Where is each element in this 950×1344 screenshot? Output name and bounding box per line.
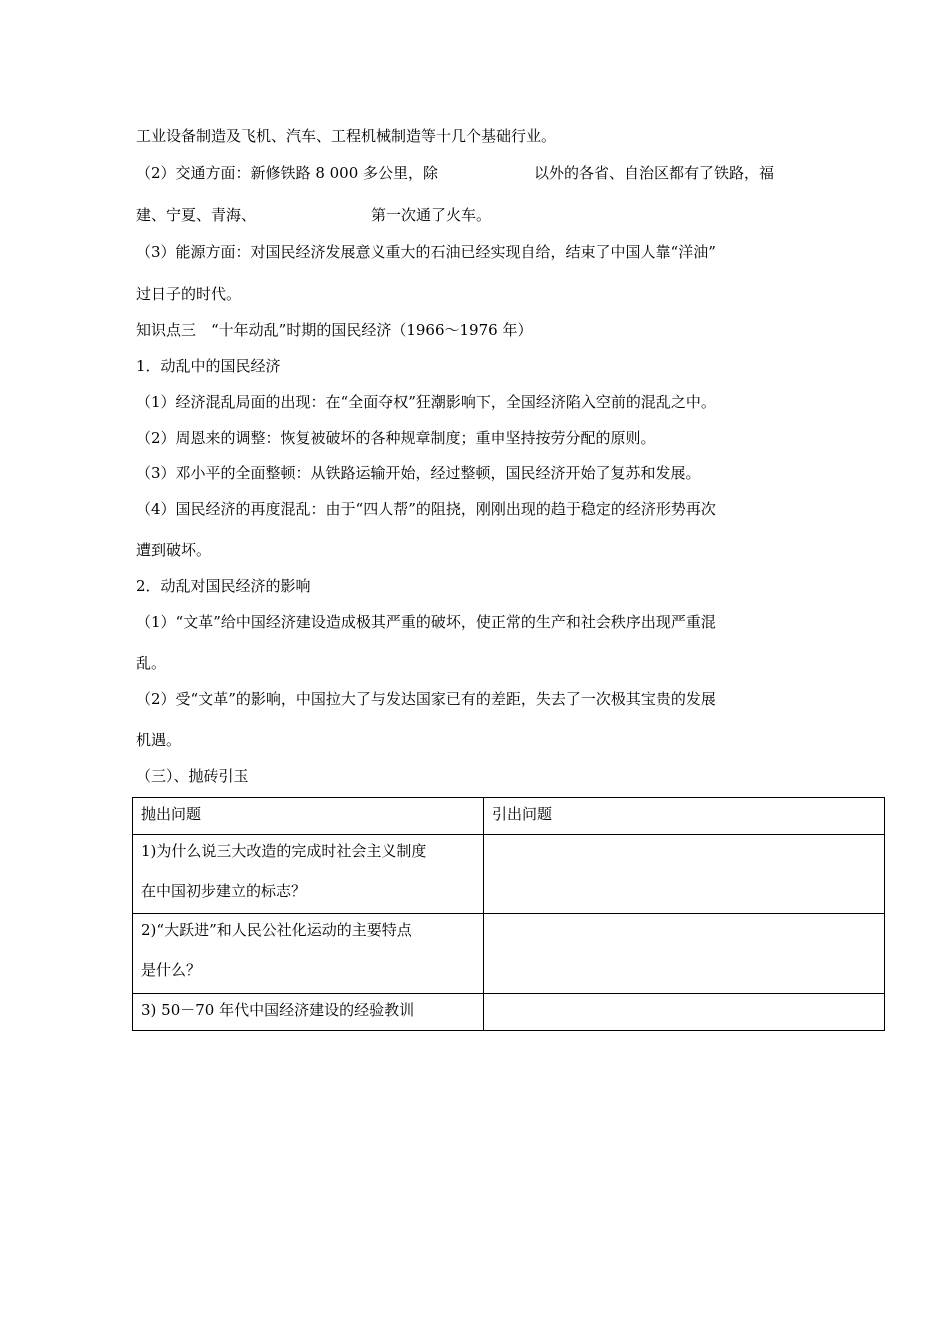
cell-text: 3) 50－70 年代中国经济建设的经验教训 [141,1001,415,1019]
text-segment: 建、宁夏、青海、 [136,206,257,224]
question-cell [133,835,484,914]
cell-text: 1)为什么说三大改造的完成时社会主义制度 [141,842,427,860]
text-segment: 第一次通了火车。 [371,206,492,224]
question-cell [133,914,484,994]
cell-text: 2)“大跃进”和人民公社化运动的主要特点 [141,921,412,939]
table-header: 引出问题 [484,798,885,835]
text-line: 过日子的时代。 [136,285,242,303]
table-header-row [133,798,885,835]
cell-text: 是什么？ [141,961,202,979]
text-line: 遭到破坏。 [136,541,212,559]
answer-cell[interactable] [484,835,885,914]
table-header: 抛出问题 [133,798,484,835]
text-line: 工业设备制造及飞机、汽车、工程机械制造等十几个基础行业。 [136,127,557,145]
text-line: （3）邓小平的全面整顿：从铁路运输开始，经过整顿，国民经济开始了复苏和发展。 [136,464,701,482]
question-table [132,797,885,1031]
text-line: 乱。 [136,654,167,672]
text-line-with-blank [136,205,491,225]
subsection-heading: 2．动乱对国民经济的影响 [136,577,311,595]
cell-text: 在中国初步建立的标志？ [141,882,307,900]
text-segment: （2）交通方面：新修铁路 8 000 多公里，除 [136,164,439,182]
section-heading: 知识点三 “十年动乱”时期的国民经济（1966～1976 年） [136,321,533,339]
subsection-heading: 1．动乱中的国民经济 [136,357,281,375]
text-line: （1）“文革”给中国经济建设造成极其严重的破坏，使正常的生产和社会秩序出现严重混 [136,613,716,631]
text-segment: 以外的各省、自治区都有了铁路，福 [534,164,775,182]
text-line: 机遇。 [136,731,182,749]
section-heading: （三）、抛砖引玉 [136,767,249,785]
question-cell [133,994,484,1031]
text-line-with-blank [136,163,774,183]
table-row [133,994,885,1031]
text-line: （1）经济混乱局面的出现：在“全面夺权”狂潮影响下，全国经济陷入空前的混乱之中。 [136,393,716,411]
table-row [133,914,885,994]
text-line: （4）国民经济的再度混乱：由于“四人帮”的阻挠，刚刚出现的趋于稳定的经济形势再次 [136,500,716,518]
answer-cell[interactable] [484,914,885,994]
answer-cell[interactable] [484,994,885,1031]
text-line: （2）受“文革”的影响，中国拉大了与发达国家已有的差距，失去了一次极其宝贵的发展 [136,690,716,708]
text-line: （3）能源方面：对国民经济发展意义重大的石油已经实现自给，结束了中国人靠“洋油” [136,243,716,261]
table-row [133,835,885,914]
text-line: （2）周恩来的调整：恢复被破坏的各种规章制度；重申坚持按劳分配的原则。 [136,429,656,447]
